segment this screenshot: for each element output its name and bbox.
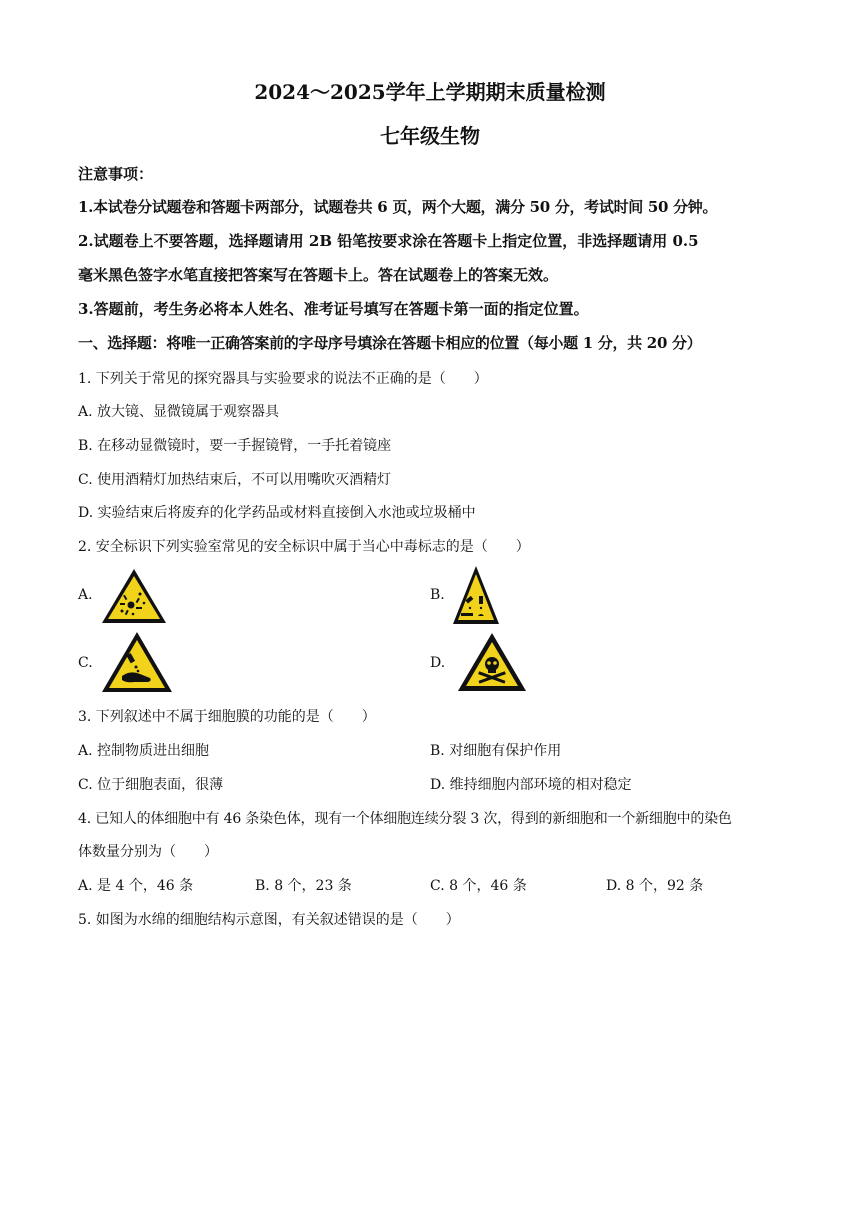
q2-stem: 2. 安全标识下列实验室常见的安全标识中属于当心中毒标志的是（ ） xyxy=(78,539,530,555)
q2-option-c-label: C. xyxy=(78,655,93,671)
q3-option-a: A. 控制物质进出细胞 xyxy=(78,743,210,759)
q2-option-b-label: B. xyxy=(430,587,445,603)
q1-option-a: A. 放大镜、显微镜属于观察器具 xyxy=(78,404,280,420)
q3-option-c: C. 位于细胞表面，很薄 xyxy=(78,777,224,793)
toxic-sign-icon xyxy=(456,631,528,693)
exam-subtitle: 七年级生物 xyxy=(380,124,480,148)
q4-stem-line-1: 4. 已知人的体细胞中有 46 条染色体，现有一个体细胞连续分裂 3 次，得到的新细胞和一个新细胞中的染色 xyxy=(78,811,732,827)
notice-item-2-line-2: 毫米黑色签字水笔直接把答案写在答题卡上。答在试题卷上的答案无效。 xyxy=(78,266,559,284)
corrosive-sign-icon xyxy=(451,564,501,626)
notice-item-2-line-1: 2.试题卷上不要答题，选择题请用 2B 铅笔按要求涂在答题卡上指定位置，非选择题请用 0.5 xyxy=(78,232,699,250)
q4-option-d: D. 8 个，92 条 xyxy=(606,878,704,894)
q3-option-d: D. 维持细胞内部环境的相对稳定 xyxy=(430,777,632,793)
notice-item-3: 3.答题前，考生务必将本人姓名、准考证号填写在答题卡第一面的指定位置。 xyxy=(78,300,589,318)
section-1-heading: 一、选择题：将唯一正确答案前的字母序号填涂在答题卡相应的位置（每小题 1 分，共 20 分） xyxy=(78,334,702,352)
q1-option-d: D. 实验结束后将废弃的化学药品或材料直接倒入水池或垃圾桶中 xyxy=(78,505,476,521)
q3-option-b: B. 对细胞有保护作用 xyxy=(430,743,562,759)
q1-stem: 1. 下列关于常见的探究器具与实验要求的说法不正确的是（ ） xyxy=(78,371,488,387)
exam-title: 2024～2025学年上学期期末质量检测 xyxy=(254,80,606,104)
q4-option-b: B. 8 个，23 条 xyxy=(255,878,352,894)
notice-heading: 注意事项： xyxy=(78,165,154,183)
q5-stem: 5. 如图为水绵的细胞结构示意图，有关叙述错误的是（ ） xyxy=(78,912,460,928)
q4-option-c: C. 8 个，46 条 xyxy=(430,878,527,894)
q2-option-d-label: D. xyxy=(430,655,446,671)
explosive-sign-icon xyxy=(100,567,168,625)
corrosive-hand-sign-icon xyxy=(100,630,174,694)
q1-option-c: C. 使用酒精灯加热结束后，不可以用嘴吹灭酒精灯 xyxy=(78,472,392,488)
q2-option-a-label: A. xyxy=(78,587,93,603)
q4-stem-line-2: 体数量分别为（ ） xyxy=(78,844,218,860)
q4-option-a: A. 是 4 个，46 条 xyxy=(78,878,194,894)
q1-option-b: B. 在移动显微镜时，要一手握镜臂，一手托着镜座 xyxy=(78,438,392,454)
q3-stem: 3. 下列叙述中不属于细胞膜的功能的是（ ） xyxy=(78,709,376,725)
notice-item-1: 1.本试卷分试题卷和答题卡两部分，试题卷共 6 页，两个大题，满分 50 分，考试时间 50 分钟。 xyxy=(78,198,718,216)
